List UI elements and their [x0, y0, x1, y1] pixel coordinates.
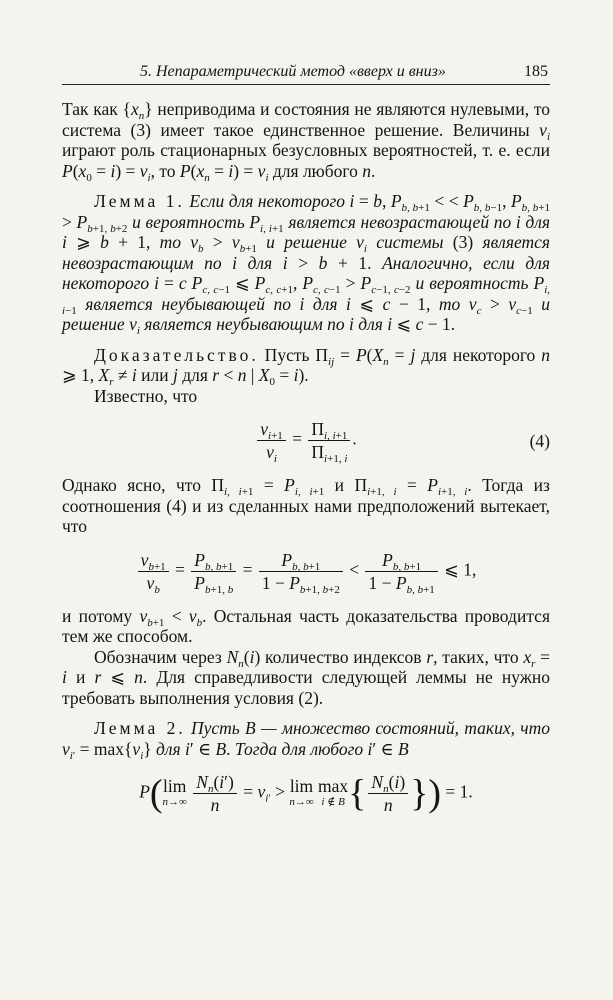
paragraph-intro: Так как $\{x_n\}$ неприводима и состояния не являются нулевыми, то система (3) имеет такое единственное решение. Величины $v_i$ играют роль стационарных безусловных вероятностей, т. е. если $P(x_0 = i) = v_i$, то $P(x_n = i) = v_i$ для любого n. — [62, 99, 550, 184]
lemma-1-label: Лемма 1. — [94, 191, 185, 211]
lemma-2: Лемма 2. Пусть B — множество состояний, таких, что $v_{i'} = \max\{v_i\}$ для i′ ∈ B. Тогда для любого i′ ∈ B — [62, 718, 550, 762]
page-number: 185 — [524, 63, 548, 80]
proof-label: Доказательство. — [94, 344, 259, 365]
lemma-1: Лемма 1. Если для некоторого i = b, $P_{b, b+1}$ < < $P_{b, b-1}$, $P_{b, b+1} > P_{b+1, b+2}$ и вероятность $P_{i, i+1}$ является невозрастающей по i для i ⩾ b + 1, то $v_b > v_{b+1}$ и решение $v_i$ системы (3) является невозрастающим по i для i > b + 1. Аналогично, если для некоторого i = c $P_{c, c-1}$ ⩽ $P_{c, c+1}$, $P_{c, c-1} > P_{c-1, c-2}$ и вероятность $P_{i, i-1}$ является неубывающей по i для i ⩽ c − 1, то $v_c > v_{c-1}$ и решение $v_i$ является неубывающим по i для i ⩽ c − 1. — [62, 191, 551, 337]
paragraph-define: Обозначим через $N_n(i)$ количество индексов r, таких, что $x_r = i$ и r ⩽ n. Для справедливости следующей леммы не нужно требовать выполнения условия (2). — [62, 646, 551, 708]
paragraph-thus: и потому $v_{b+1} < v_b$. Остальная часть доказательства проводится тем же способом. — [62, 605, 550, 646]
proof-start: Доказательство. Пусть $\Pi_{ij} = P(X_n = j$ для некоторого n ⩾ 1, $X_r \ne i$ или j для r < n | $X_0 = i$). — [62, 344, 551, 388]
equation-lemma-2: P( lim n→∞ $\frac{N_n(i')}{n}$ = $v_{i'}$ > lim n→∞ max i ∉ B { $\frac{N_n(i)}{n}$ }) = 1. — [139, 772, 473, 815]
running-title: 5. Непараметрический метод «вверх и вниз» — [140, 63, 446, 80]
equation-4: $\frac{v_{i+1}}{v_i}$ = $\frac{\Pi_{i, i+1}}{\Pi_{i+1, i}}$ . (4) — [62, 418, 550, 463]
equation-number: (4) — [529, 430, 550, 451]
page — [62, 58, 550, 828]
running-header — [62, 58, 550, 85]
equation-inequality: $\frac{v_{b+1}}{v_b}$ = $\frac{P_{b, b+1}}{P_{b+1, b}}$ = $\frac{P_{b, b+1}}{1 - P_{b+1, b+2}}$ < $\frac{P_{b, b+1}}{1 - P_{b, b+1}}$ ⩽ 1, — [62, 549, 550, 594]
proof-known: Известно, что — [94, 385, 198, 406]
lemma-2-label: Лемма 2. — [94, 718, 186, 738]
paragraph-however: Однако ясно, что $\Pi_{i, i+1} = P_{i, i+1}$ и $\Pi_{i+1, i} = P_{i+1, i}$. Тогда из соотношения (4) и из сделанных нами предположений вытекает, что — [62, 475, 550, 536]
